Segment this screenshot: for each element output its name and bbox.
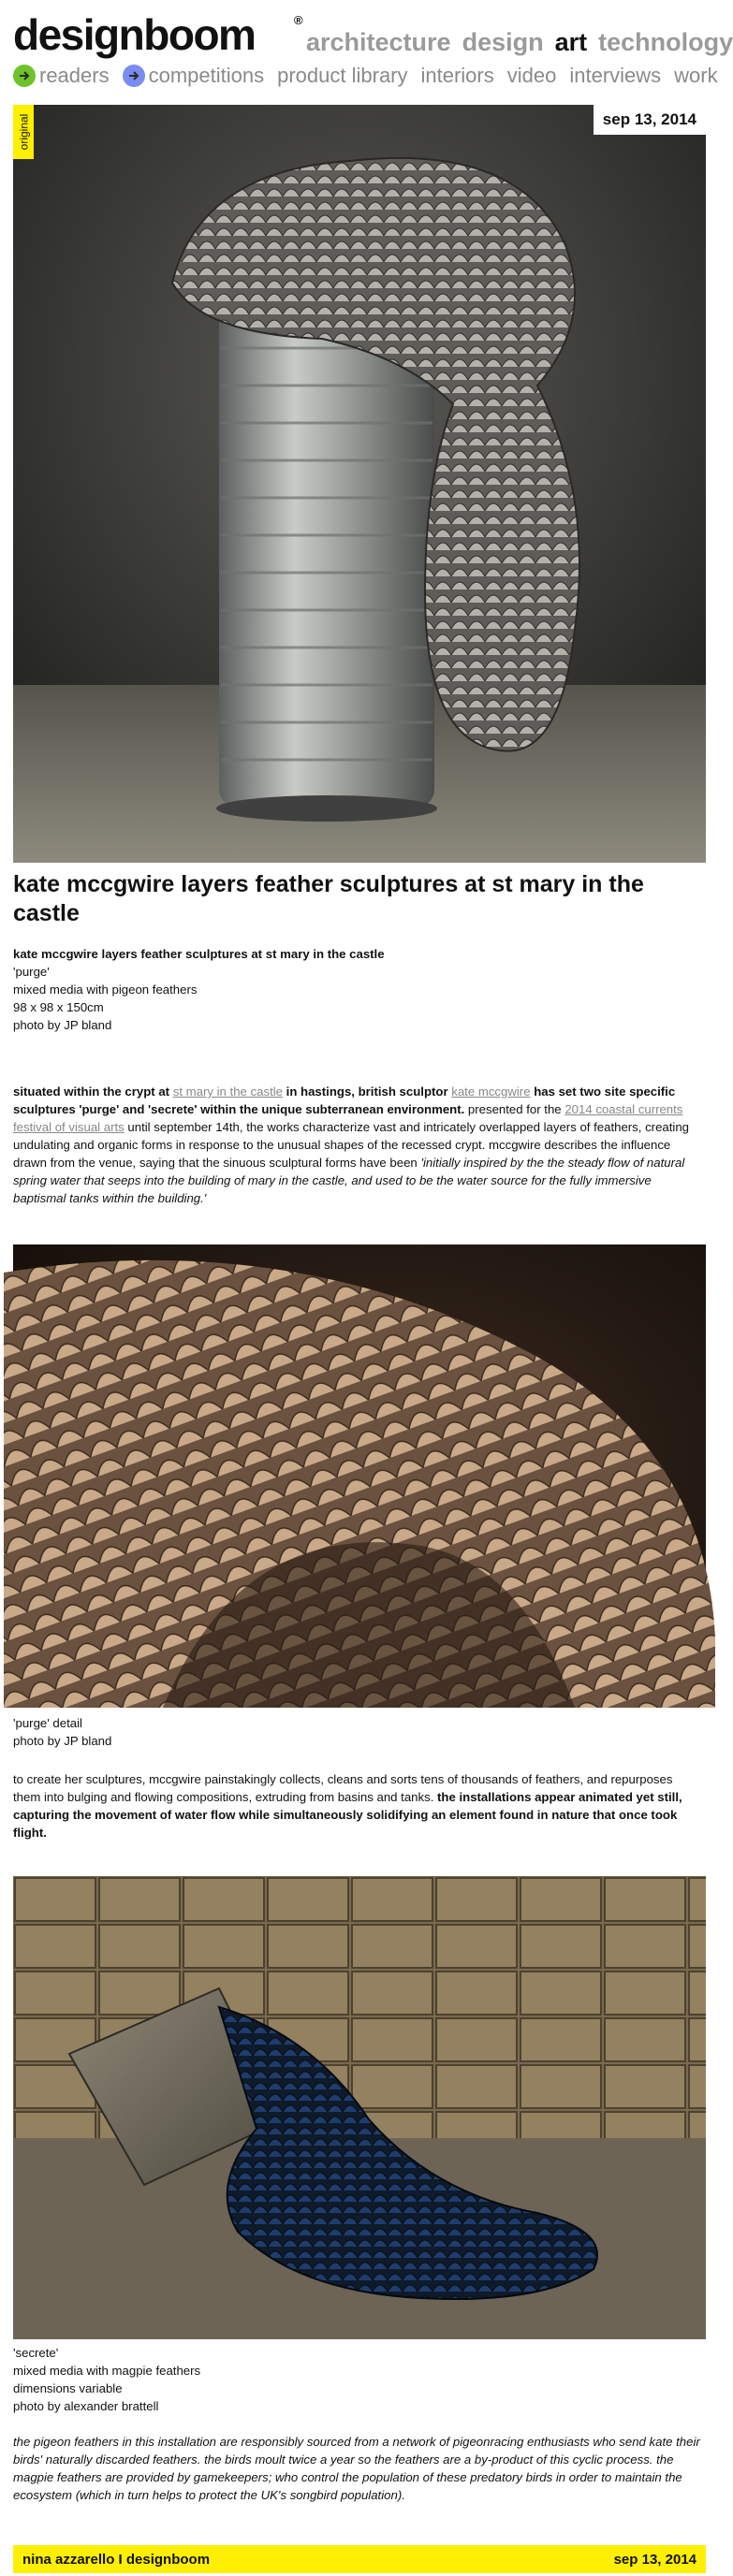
intro-text-d: presented for the xyxy=(464,1102,565,1116)
process-paragraph xyxy=(13,1770,702,1841)
caption-purge-line4: photo by JP bland xyxy=(13,1018,112,1032)
secrete-sculpture-illustration xyxy=(13,1876,706,2339)
nav-competitions[interactable] xyxy=(123,64,265,88)
hero-date: sep 13, 2014 xyxy=(594,105,706,135)
intro-bold-c: has set two site specific sculptures 'purge' and 'secrete' within the unique subterranean environment. xyxy=(13,1084,676,1116)
nav-technology[interactable]: technology xyxy=(598,28,733,56)
arrow-right-icon xyxy=(13,65,36,87)
sub-nav xyxy=(13,64,731,88)
intro-paragraph xyxy=(13,1083,702,1207)
caption-secrete-line4: photo by alexander brattell xyxy=(13,2399,159,2413)
nav-video[interactable]: video xyxy=(506,64,557,87)
caption-purge-line2: mixed media with pigeon feathers xyxy=(13,982,198,997)
process-bold: the installations appear animated yet still, capturing the movement of water flow while simultaneously solidifying an element found in nature that once took flight. xyxy=(13,1790,682,1840)
nav-interviews[interactable]: interviews xyxy=(569,64,662,87)
nav-readers-label: readers xyxy=(39,64,110,87)
article-footer xyxy=(13,2545,706,2573)
caption-secrete xyxy=(13,2344,702,2415)
nav-design[interactable]: design xyxy=(462,28,544,56)
hero-image-purge[interactable] xyxy=(13,105,706,863)
sourcing-paragraph xyxy=(13,2433,702,2504)
nav-architecture[interactable]: architecture xyxy=(306,28,451,56)
nav-work[interactable]: work xyxy=(674,64,718,87)
site-header xyxy=(13,7,733,92)
original-tag xyxy=(13,105,34,159)
intro-quote: 'initially inspired by the the steady flow of natural spring water that seeps into the building of mary in the castle, and used to be the water source for the fully immersive baptismal tanks within the building.' xyxy=(13,1156,685,1205)
caption-detail-line2: photo by JP bland xyxy=(13,1734,112,1748)
caption-purge-title: kate mccgwire layers feather sculptures at st mary in the castle xyxy=(13,947,385,961)
intro-text-e: until september 14th, the works characterize vast and intricately overlapped layers of feathers, creating undulating and organic forms in response to the unusual shapes of the recessed crypt. mccgwire describes the influence drawn from the venue, saying that the sinuous sculptural forms have been xyxy=(13,1120,690,1170)
registered-mark: ® xyxy=(294,13,303,27)
link-coastal-currents[interactable]: 2014 coastal currents festival of visual arts xyxy=(13,1102,683,1134)
nav-readers[interactable] xyxy=(13,64,110,88)
arrow-right-icon xyxy=(123,65,145,87)
caption-secrete-line3: dimensions variable xyxy=(13,2381,123,2395)
main-nav xyxy=(306,28,733,57)
image-secrete[interactable] xyxy=(13,1876,706,2339)
intro-bold-a: situated within the crypt at xyxy=(13,1084,173,1099)
sourcing-text: the pigeon feathers in this installation are responsibly sourced from a network of pigeonracing enthusiasts who send kate their birds' naturally discarded feathers. the birds moult twice a year so the feathers are a by-product of this cyclic process. the magpie feathers are provided by gamekeepers; who control the population of these predatory birds in order to maintain the ecosystem (which in turn helps to protect the UK's songbird population). xyxy=(13,2435,700,2502)
caption-purge-line3: 98 x 98 x 150cm xyxy=(13,1000,104,1014)
nav-product-library[interactable]: product library xyxy=(277,64,408,87)
process-text: to create her sculptures, mccgwire painstakingly collects, cleans and sorts tens of thousands of feathers, and repurposes them into bulging and flowing compositions, extruding from basins and tanks. xyxy=(13,1772,673,1804)
link-st-mary-in-the-castle[interactable]: st mary in the castle xyxy=(172,1084,283,1099)
link-kate-mccgwire[interactable]: kate mccgwire xyxy=(451,1084,531,1099)
image-purge-detail[interactable] xyxy=(13,1244,706,1708)
article-title: kate mccgwire layers feather sculptures at st mary in the castle xyxy=(13,871,644,926)
caption-purge-detail xyxy=(13,1714,702,1750)
caption-secrete-line1: 'secrete' xyxy=(13,2346,59,2360)
nav-interiors[interactable]: interiors xyxy=(420,64,494,87)
purge-sculpture-illustration xyxy=(13,105,706,863)
nav-art[interactable]: art xyxy=(554,28,588,56)
designboom-logo[interactable]: designboom xyxy=(13,10,256,59)
footer-author[interactable]: nina azzarello I designboom xyxy=(22,2551,211,2568)
caption-secrete-line2: mixed media with magpie feathers xyxy=(13,2364,201,2378)
purge-detail-illustration xyxy=(13,1244,706,1708)
nav-competitions-label: competitions xyxy=(148,64,265,87)
original-tag-label: original xyxy=(17,113,31,151)
caption-purge-line1: 'purge' xyxy=(13,965,50,979)
caption-detail-line1: 'purge' detail xyxy=(13,1716,82,1730)
caption-purge xyxy=(13,945,702,1034)
intro-bold-b: in hastings, british sculptor xyxy=(283,1084,452,1099)
footer-date: sep 13, 2014 xyxy=(613,2551,696,2568)
